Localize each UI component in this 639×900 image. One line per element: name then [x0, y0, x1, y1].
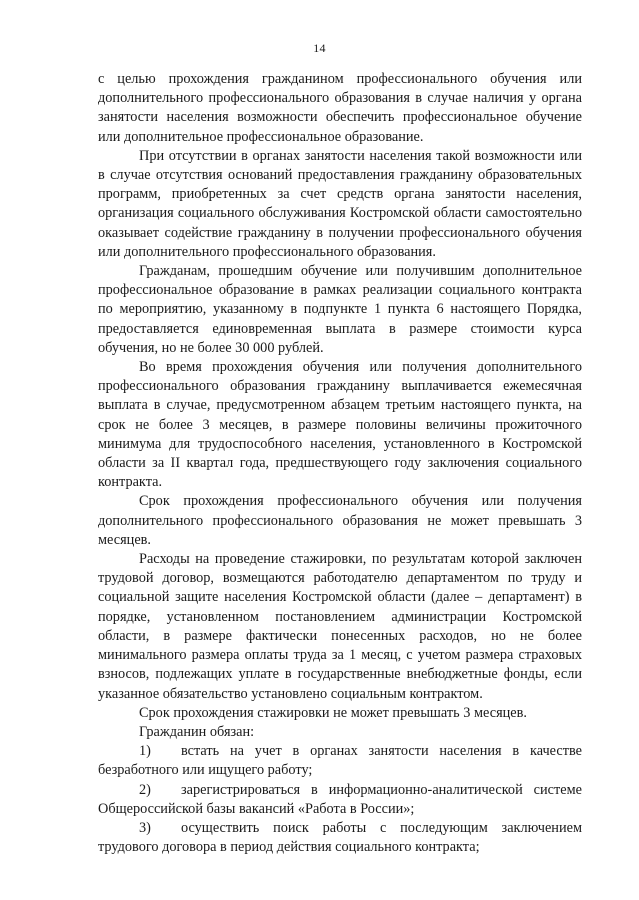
list-item-number: 2) [139, 781, 151, 798]
paragraph: Во время прохождения обучения или получения дополнительного профессионального образования гражданину выплачивается ежемесячная выплата в случае, предусмотренном абзацем третьим настоящего пункта, на срок не более 3 месяцев, в размере половины величины прожиточного минимума для трудоспособного населения, установленного в Костромской области за II квартал года, предшествующего году заключения социального контракта. [98, 359, 582, 491]
list-item-number: 1) [139, 743, 151, 760]
page-number: 14 [313, 41, 326, 55]
list-item-text: встать на учет в органах занятости населения в качестве безработного или ищущего работу; [98, 743, 582, 779]
list-item [98, 742, 582, 780]
paragraph: Гражданам, прошедшим обучение или получившим дополнительное профессиональное образование в рамках реализации социального контракта по мероприятию, указанному в подпункте 1 пункта 6 настоящего Порядка, предоставляется единовременная выплата в размере стоимости курса обучения, но не более 30 000 рублей. [98, 263, 582, 356]
list-item [98, 781, 582, 819]
paragraph: Расходы на проведение стажировки, по результатам которой заключен трудовой договор, возмещаются работодателю департаментом по труду и социальной защите населения Костромской области (далее – департамент) в порядке, установленном постановлением администрации Костромской области, в размере фактически понесенных расходов, но не более минимального размера оплаты труда за 1 месяц, с учетом размера страховых взносов, подлежащих уплате в государственные внебюджетные фонды, если указанное обязательство установлено социальным контрактом. [98, 551, 582, 702]
document-body [98, 70, 582, 857]
paragraph: При отсутствии в органах занятости населения такой возможности или в случае отсутствия оснований предоставления гражданину образовательных программ, приобретенных за счет средств органа занятости населения, организация социального обслуживания Костромской области самостоятельно оказывает содействие гражданину в получении профессионального обучения или дополнительного профессионального образования. [98, 147, 582, 260]
list-item-number: 3) [139, 819, 151, 836]
paragraph-list-intro: Гражданин обязан: [139, 723, 255, 740]
list-item [98, 819, 582, 857]
paragraph: Срок прохождения профессионального обучения или получения дополнительного профессионального образования не может превышать 3 месяцев. [98, 493, 582, 548]
paragraph: Срок прохождения стажировки не может превышать 3 месяцев. [139, 704, 527, 721]
list-item-text: осуществить поиск работы с последующим заключением трудового договора в период действия социального контракта; [98, 819, 582, 856]
list-item-text: зарегистрироваться в информационно-аналитической системе Общероссийской базы вакансий «Работа в России»; [98, 781, 582, 817]
paragraph-continuation: с целью прохождения гражданином профессионального обучения или дополнительного профессионального образования в случае наличия у органа занятости населения возможности обеспечить профессиональное обучение или дополнительное профессиональное образование. [98, 71, 582, 145]
